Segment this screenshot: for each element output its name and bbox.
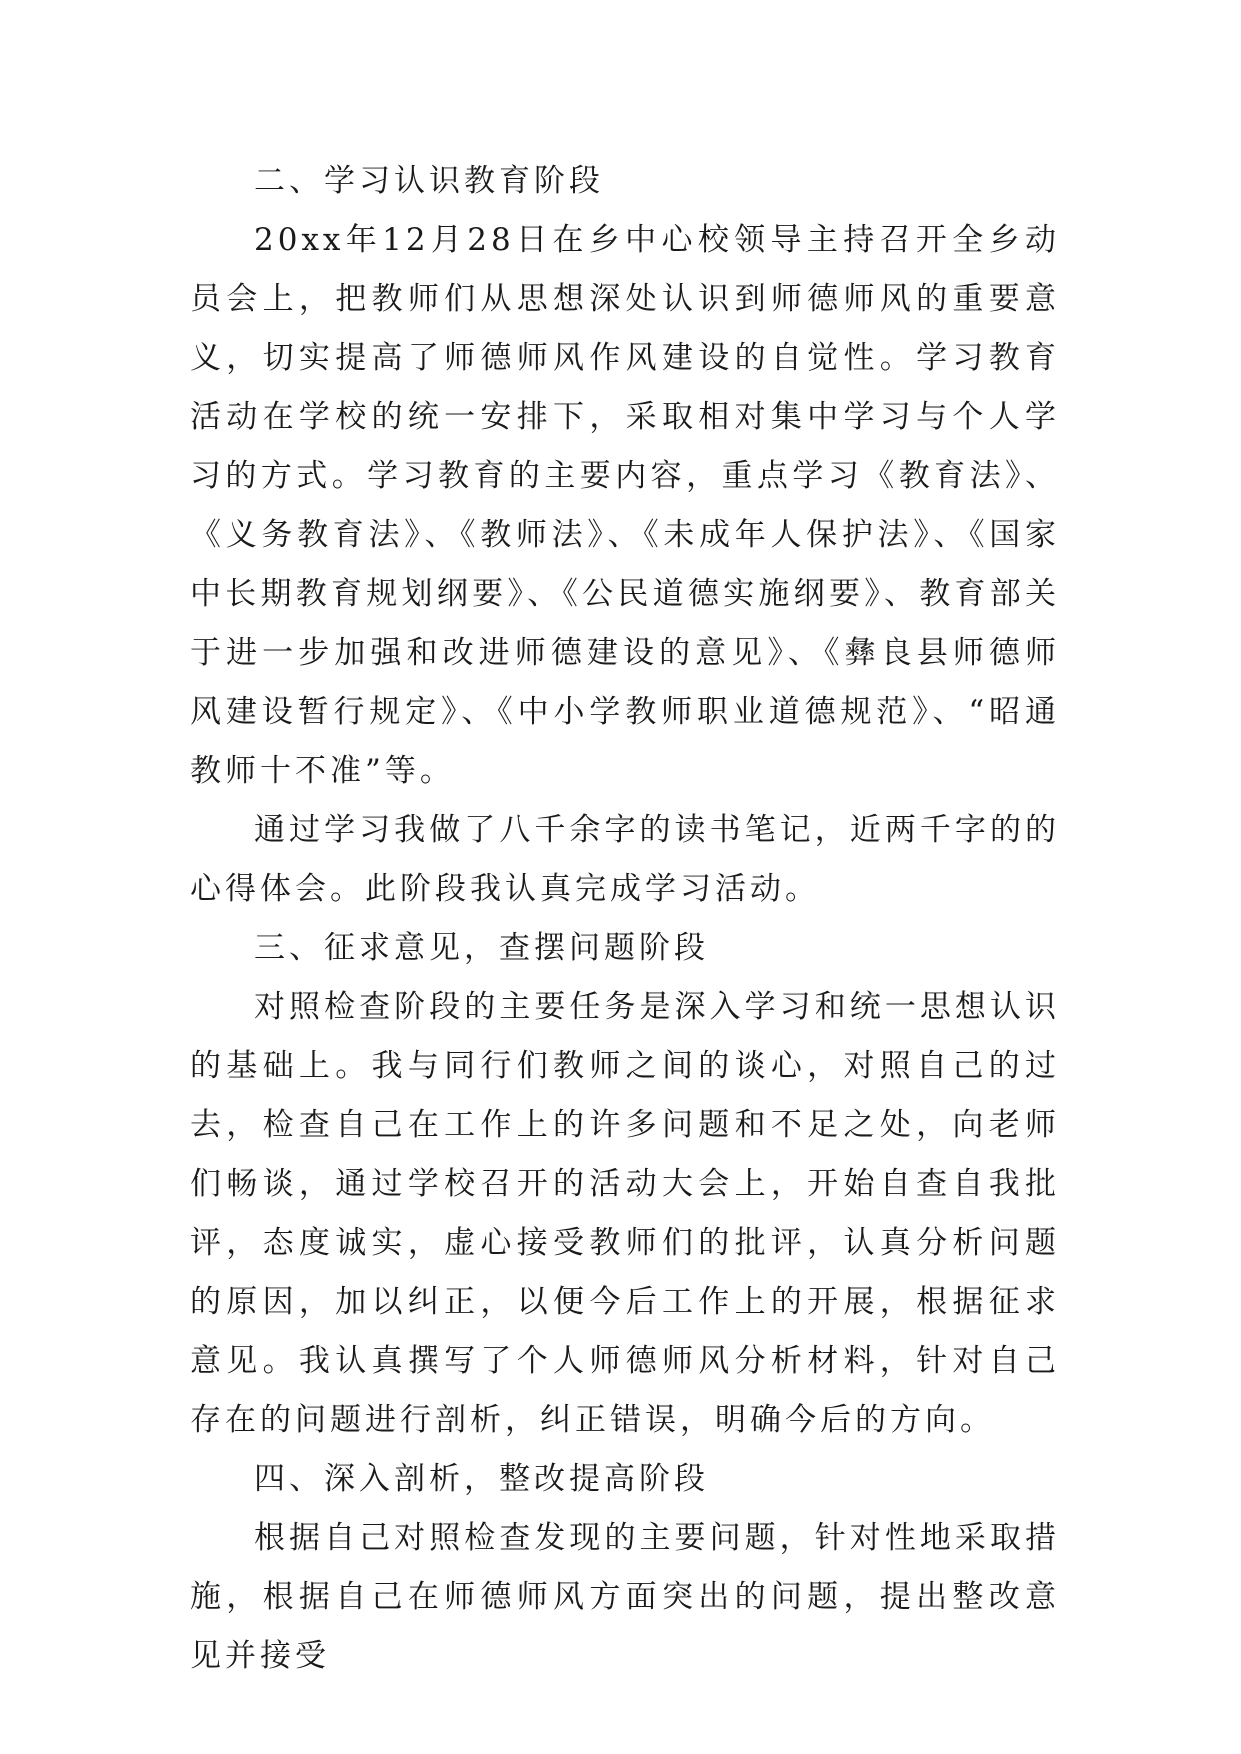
section-heading-3: 三、征求意见，查摆问题阶段 bbox=[254, 930, 709, 966]
paragraph-mobilization-meeting: 20xx年12月28日在乡中心校领导主持召开全乡动员会上，把教师们从思想深处认识到师德师风的重要意义，切实提高了师德师风作风建设的自觉性。学习教育活动在学校的统一安排下，采取相对集中学习与个人学习的方式。学习教育的主要内容，重点学习《教育法》、《义务教育法》、《教师法》、《未成年人保护法》、《国家中长期教育规划纲要》、《公民道德实施纲要》、教育部关于进一步加强和改进师德建设的意见》、《彝良县师德师风建设暂行规定》、《中小学教师职业道德规范》、“昭通教师十不准”等。 bbox=[190, 222, 1060, 789]
paragraph-self-examination: 对照检查阶段的主要任务是深入学习和统一思想认识的基础上。我与同行们教师之间的谈心，对照自己的过去，检查自己在工作上的许多问题和不足之处，向老师们畅谈，通过学校召开的活动大会上，开始自查自我批评，态度诚实，虚心接受教师们的批评，认真分析问题的原因，加以纠正，以便今后工作上的开展，根据征求意见。我认真撰写了个人师德师风分析材料，针对自己存在的问题进行剖析，纠正错误，明确今后的方向。 bbox=[190, 989, 1060, 1438]
paragraph-study-notes: 通过学习我做了八千余字的读书笔记，近两千字的的心得体会。此阶段我认真完成学习活动。 bbox=[190, 812, 1060, 907]
paragraph-rectification: 根据自己对照检查发现的主要问题，针对性地采取措施，根据自己在师德师风方面突出的问题，提出整改意见并接受 bbox=[190, 1520, 1060, 1674]
section-heading-2: 二、学习认识教育阶段 bbox=[254, 163, 604, 199]
section-heading-4: 四、深入剖析，整改提高阶段 bbox=[254, 1461, 709, 1497]
document-body bbox=[190, 152, 1060, 1686]
